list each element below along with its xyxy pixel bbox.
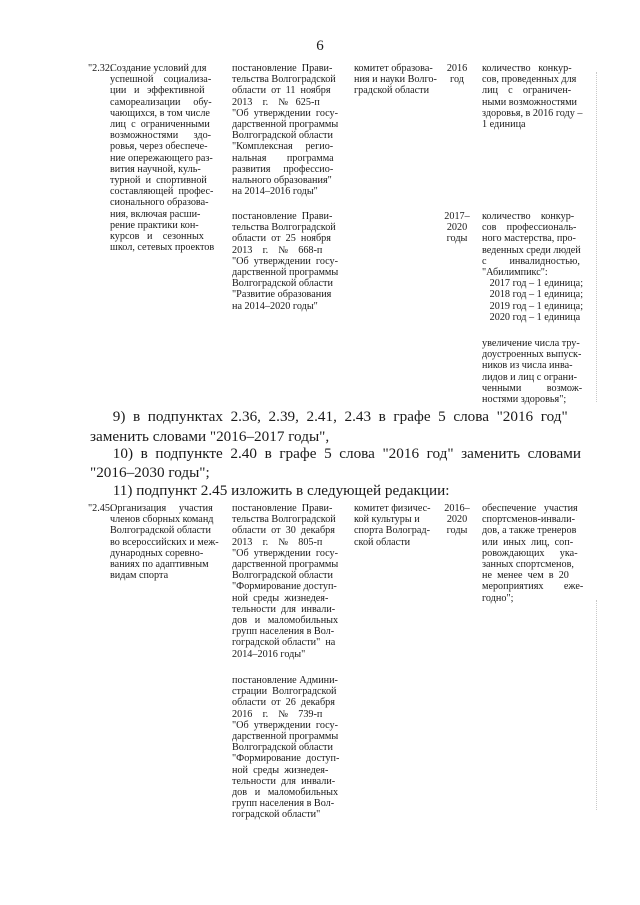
- r2c2a-line-12: гоградской области" на: [232, 637, 336, 649]
- r1c2a-line-7: "Комплексная регио-: [232, 141, 334, 153]
- r1c3-line-0: комитет образова-: [354, 63, 433, 74]
- r2c2a-line-9: тельности для инвали-: [232, 603, 336, 615]
- r1c5b-line-3: веденных среди людей: [482, 244, 581, 256]
- amendment-9-line-1: 9) в подпунктах 2.36, 2.39, 2.41, 2.43 в графе 5 слова "2016 год": [90, 408, 568, 425]
- r2c1-line-6: видам спорта: [110, 570, 169, 582]
- row-232-col3: [354, 63, 437, 97]
- r2c2a-line-10: дов и маломобильных: [232, 615, 339, 627]
- page-number: 6: [316, 38, 324, 54]
- row-232-col5b: [482, 211, 592, 323]
- r1c5a-line-3: ными возможностями: [482, 96, 578, 108]
- r1c3-line-1: ния и науки Волго-: [354, 74, 437, 86]
- r2c2a-line-13: 2014–2016 годы": [232, 648, 306, 660]
- r1c5b-line-1: сов профессиональ-: [482, 222, 577, 234]
- r2c2a-line-0: постановление Прави-: [232, 503, 333, 514]
- r1c5a-line-5: 1 единица: [482, 119, 526, 131]
- r2c5-line-8: годно";: [482, 592, 514, 604]
- r1c5c-line-3: лидов и лиц с ограни-: [482, 371, 577, 383]
- row-232-number: "2.32.: [88, 63, 113, 74]
- r2c4-line-1: 2020: [446, 514, 468, 526]
- r2c2b-line-8: ной среды жизнедея-: [232, 764, 329, 776]
- r1c3-line-2: градской области: [354, 85, 430, 97]
- r2c2b-line-1: страции Волгоградской: [232, 686, 337, 698]
- r2c5-line-5: занных спортсменов,: [482, 559, 574, 571]
- r1c5c-line-1: доустроенных выпуск-: [482, 349, 582, 361]
- r1c4a-line-0: 2016: [446, 63, 468, 74]
- r2c2a-line-5: дарственной программы: [232, 559, 339, 571]
- r1c1-line-15: курсов и сезонных: [110, 231, 204, 243]
- r1c5a-line-2: лиц с ограничен-: [482, 85, 572, 97]
- r1c5a-line-1: сов, проведенных для: [482, 74, 577, 86]
- r1c4a-line-1: год: [450, 74, 464, 86]
- r2c3-line-1: кой культуры и: [354, 514, 420, 526]
- r1c1-line-4: чающихся, в том числе: [110, 107, 210, 119]
- r1c1-line-7: ровья, через обеспече-: [110, 141, 208, 153]
- row-245-number: "2.45.: [88, 503, 113, 514]
- r2c2a-line-6: Волгоградской области: [232, 570, 333, 582]
- r2c2a-line-1: тельства Волгоградской: [232, 514, 336, 526]
- r1c2b-line-8: на 2014–2020 годы": [232, 300, 318, 312]
- r1c2b-line-0: постановление Прави-: [232, 211, 333, 222]
- r1c5b-line-9: 2020 год – 1 единица: [482, 311, 581, 323]
- r1c5b-line-6: 2017 год – 1 единица;: [482, 278, 584, 290]
- margin-dotted-line: [596, 72, 597, 402]
- r2c2b-line-2: области от 26 декабря: [232, 697, 335, 709]
- r2c3-line-3: ской области: [354, 536, 411, 548]
- row-245-col3: [354, 503, 432, 548]
- r1c1-line-13: ния, включая расши-: [110, 208, 201, 220]
- r2c5-line-1: спортсменов-инвали-: [482, 514, 575, 526]
- amendment-10-line-2: "2016–2030 годы";: [90, 464, 210, 481]
- r1c5c-line-2: ников из числа инва-: [482, 360, 573, 372]
- r1c2a-line-3: 2013 г. № 625-п: [232, 96, 320, 108]
- r2c5-line-4: ровождающих ука-: [482, 547, 578, 559]
- amendment-11-line: 11) подпункт 2.45 изложить в следующей редакции:: [90, 482, 450, 499]
- r2c2a-line-11: групп населения в Вол-: [232, 626, 335, 638]
- row-245-col2b: [232, 675, 348, 821]
- r1c2a-line-9: развития профессио-: [232, 163, 334, 175]
- r1c2b-line-6: Волгоградской области: [232, 278, 333, 290]
- r1c2a-line-8: нальная программа: [232, 152, 334, 164]
- row-232-col4a: [440, 63, 474, 85]
- r1c1-line-9: вития научной, куль-: [110, 163, 201, 175]
- r1c5c-line-5: ностями здоровья";: [482, 394, 567, 406]
- r2c2b-line-10: дов и маломобильных: [232, 787, 339, 799]
- r2c1-line-5: ваниях по адаптивным: [110, 559, 209, 571]
- r1c1-line-5: лиц с ограниченными: [110, 119, 210, 131]
- r1c5a-line-4: здоровья, в 2016 году –: [482, 107, 583, 119]
- r1c5b-line-5: "Абилимпикс":: [482, 267, 548, 279]
- row-245-col5: [482, 503, 592, 604]
- r1c1-line-12: сионального образова-: [110, 197, 209, 209]
- r1c5a-line-0: количество конкур-: [482, 63, 572, 74]
- r1c2b-line-3: 2013 г. № 668-п: [232, 244, 323, 256]
- row-245-col2a: [232, 503, 348, 660]
- r2c2b-line-5: дарственной программы: [232, 731, 339, 743]
- r2c1-line-0: Организация участия: [110, 503, 213, 514]
- r1c5b-line-4: с инвалидностью,: [482, 255, 580, 267]
- r1c2a-line-5: дарственной программы: [232, 119, 339, 131]
- amendment-9-line-2: заменить словами "2016–2017 годы",: [90, 428, 330, 445]
- r1c2b-line-2: области от 25 ноября: [232, 233, 331, 245]
- r1c1-line-10: турной и спортивной: [110, 175, 207, 187]
- r1c4b-line-1: 2020: [446, 222, 468, 234]
- row-245-col1: [110, 503, 224, 581]
- r1c1-line-8: ние опережающего раз-: [110, 152, 213, 164]
- r1c5c-line-0: увеличение числа тру-: [482, 338, 580, 349]
- r1c4b-line-2: годы: [446, 233, 468, 245]
- r1c2b-line-1: тельства Волгоградской: [232, 222, 336, 234]
- r2c2b-line-9: тельности для инвали-: [232, 775, 336, 787]
- r2c2b-line-7: "Формирование доступ-: [232, 753, 340, 765]
- r2c1-line-3: во всероссийских и меж-: [110, 536, 219, 548]
- row-232-col1: [110, 63, 224, 253]
- r2c2a-line-4: "Об утверждении госу-: [232, 547, 339, 559]
- r1c2b-line-5: дарственной программы: [232, 267, 339, 279]
- r2c5-line-3: или иных лиц, соп-: [482, 536, 574, 548]
- r1c5b-line-2: ного мастерства, про-: [482, 233, 576, 245]
- r1c2a-line-4: "Об утверждении госу-: [232, 107, 339, 119]
- r2c2a-line-7: "Формирование доступ-: [232, 581, 337, 593]
- r2c2a-line-2: области от 30 декабря: [232, 525, 335, 537]
- r2c4-line-2: годы: [446, 525, 468, 537]
- row-232-col5a: [482, 63, 592, 130]
- r1c5c-line-4: ченными возмож-: [482, 382, 583, 394]
- r1c2a-line-11: на 2014–2016 годы": [232, 186, 318, 198]
- r2c2b-line-3: 2016 г. № 739-п: [232, 708, 323, 720]
- r2c5-line-7: мероприятиях еже-: [482, 581, 584, 593]
- r2c4-line-0: 2016–: [444, 503, 470, 514]
- r2c2b-line-0: постановление Админи-: [232, 675, 338, 686]
- amendment-10-line-1: 10) в подпункте 2.40 в графе 5 слова "2016 год" заменить словами: [90, 445, 582, 462]
- r1c1-line-16: школ, сетевых проектов: [110, 242, 215, 254]
- r1c2a-line-2: области от 11 ноября: [232, 85, 331, 97]
- margin-dotted-line-2: [596, 600, 597, 810]
- r1c1-line-11: составляющей профес-: [110, 186, 214, 198]
- r1c4b-line-0: 2017–: [444, 211, 470, 222]
- r1c2a-line-10: нального образования": [232, 175, 332, 187]
- r1c1-line-1: успешной социализа-: [110, 74, 212, 86]
- r2c2b-line-11: групп населения в Вол-: [232, 798, 335, 810]
- r2c2b-line-6: Волгоградской области: [232, 742, 333, 754]
- r1c2a-line-1: тельства Волгоградской: [232, 74, 336, 86]
- r1c1-line-6: возможностями здо-: [110, 130, 212, 142]
- r2c5-line-2: дов, а также тренеров: [482, 525, 577, 537]
- r2c1-line-2: Волгоградской области: [110, 525, 211, 537]
- r2c2b-line-12: гоградской области": [232, 809, 321, 821]
- r2c1-line-1: членов сборных команд: [110, 514, 214, 526]
- row-232-col2a: [232, 63, 348, 197]
- r2c5-line-0: обеспечение участия: [482, 503, 578, 514]
- r2c3-line-0: комитет физичес-: [354, 503, 431, 514]
- row-232-col4b: [440, 211, 474, 245]
- r1c5b-line-7: 2018 год – 1 единица;: [482, 289, 584, 301]
- row-232-col5c: [482, 338, 592, 405]
- r2c5-line-6: не менее чем в 20: [482, 570, 569, 582]
- r1c1-line-14: рение практики кон-: [110, 219, 199, 231]
- r1c2a-line-0: постановление Прави-: [232, 63, 333, 74]
- r1c2b-line-4: "Об утверждении госу-: [232, 255, 339, 267]
- r2c2a-line-8: ной среды жизнедея-: [232, 592, 329, 604]
- r1c5b-line-8: 2019 год – 1 единица;: [482, 300, 584, 312]
- r1c1-line-2: ции и эффективной: [110, 85, 205, 97]
- r2c2a-line-3: 2013 г. № 805-п: [232, 536, 323, 548]
- r2c3-line-2: спорта Волоград-: [354, 525, 430, 537]
- r1c2a-line-6: Волгоградской области: [232, 130, 333, 142]
- r2c1-line-4: дународных соревно-: [110, 547, 204, 559]
- r1c1-line-3: самореализации обу-: [110, 96, 212, 108]
- r2c2b-line-4: "Об утверждении госу-: [232, 719, 339, 731]
- r1c1-line-0: Создание условий для: [110, 63, 207, 74]
- r1c2b-line-7: "Развитие образования: [232, 289, 332, 301]
- r1c5b-line-0: количество конкур-: [482, 211, 575, 222]
- row-232-col2b: [232, 211, 348, 312]
- row-245-col4: [440, 503, 474, 537]
